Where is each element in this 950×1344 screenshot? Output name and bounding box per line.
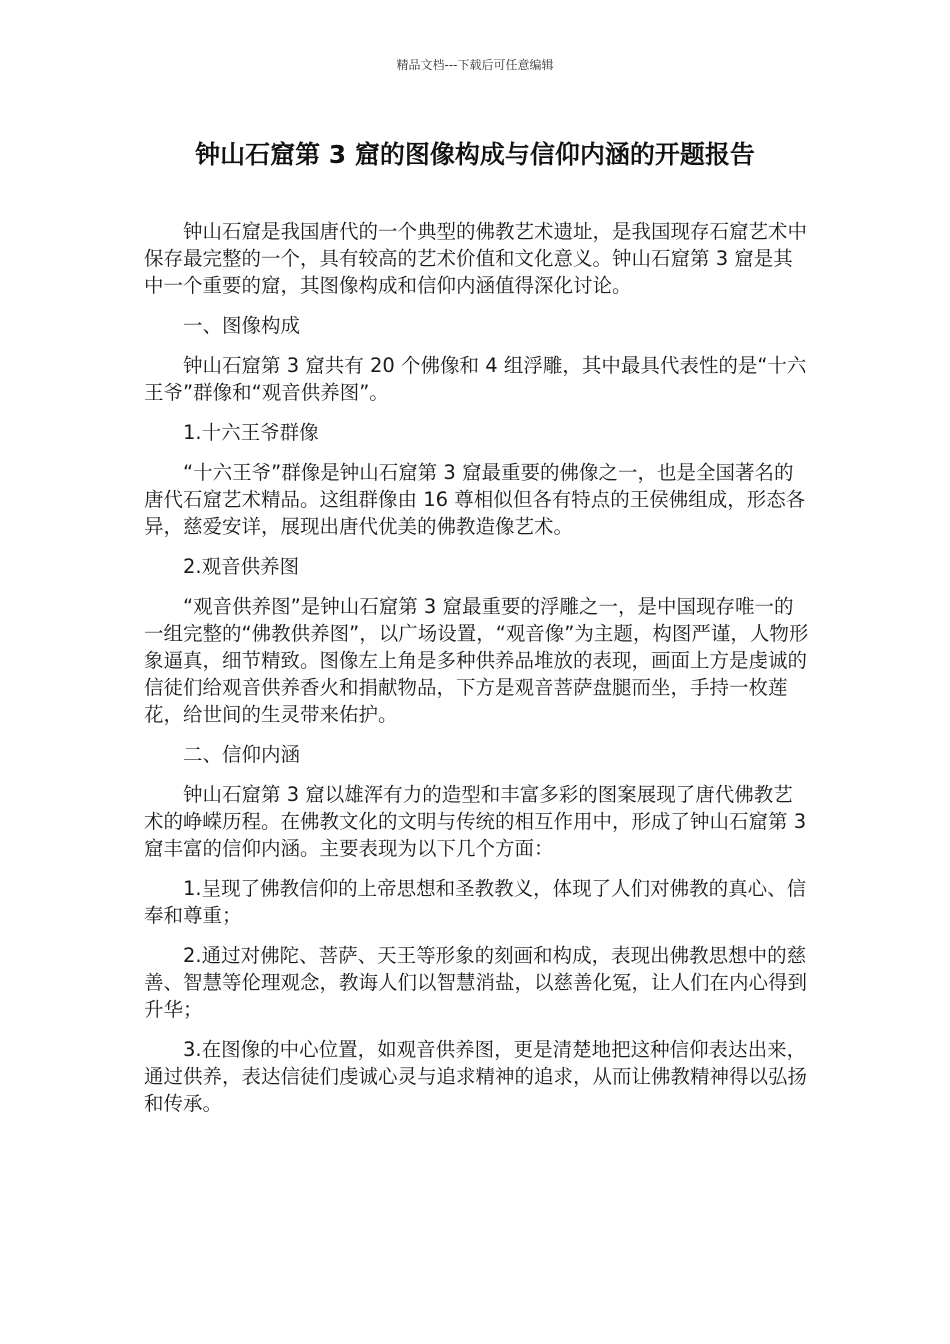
list-item-3: 3.在图像的中心位置，如观音供养图，更是清楚地把这种信仰表达出来，通过供养，表达信徒们虔诚心灵与追求精神的追求，从而让佛教精神得以弘扬和传承。	[144, 1038, 808, 1115]
body-paragraph: “十六王爷”群像是钟山石窟第 3 窟最重要的佛像之一，也是全国著名的唐代石窟艺术精品。这组群像由 16 尊相似但各有特点的王侯佛组成，形态各异，慈爱安详，展现出唐代优美的佛教造像艺术。	[144, 461, 806, 538]
body-paragraph: “观音供养图”是钟山石窟第 3 窟最重要的浮雕之一，是中国现存唯一的一组完整的“佛教供养图”，以广场设置，“观音像”为主题，构图严谨，人物形象逼真，细节精致。图像左上角是多种供养品堆放的表现，画面上方是虔诚的信徒们给观音供养香火和捐献物品，下方是观音菩萨盘腿而坐，手持一枚莲花，给世间的生灵带来佑护。	[144, 595, 809, 726]
document-body	[144, 218, 812, 1130]
section-heading-image-composition: 一、图像构成	[183, 314, 301, 337]
subsection-heading-guanyin-offering: 2.观音供养图	[183, 555, 300, 578]
list-item-1: 1.呈现了佛教信仰的上帝思想和圣教教义，体现了人们对佛教的真心、信奉和尊重；	[144, 877, 807, 927]
body-paragraph: 钟山石窟第 3 窟共有 20 个佛像和 4 组浮雕，其中最具代表性的是“十六王爷”群像和“观音供养图”。	[144, 354, 807, 404]
subsection-heading-sixteen-kings: 1.十六王爷群像	[183, 421, 319, 444]
body-paragraph: 钟山石窟第 3 窟以雄浑有力的造型和丰富多彩的图案展现了唐代佛教艺术的峥嵘历程。在佛教文化的文明与传统的相互作用中，形成了钟山石窟第 3 窟丰富的信仰内涵。主要表现为以下几个方面：	[144, 783, 807, 860]
header-note: 精品文档---下载后可任意编辑	[396, 58, 554, 72]
section-heading-belief-connotation: 二、信仰内涵	[183, 743, 301, 766]
list-item-2: 2.通过对佛陀、菩萨、天王等形象的刻画和构成，表现出佛教思想中的慈善、智慧等伦理观念，教诲人们以智慧消盐，以慈善化冤，让人们在内心得到升华；	[144, 944, 808, 1021]
document-title: 钟山石窟第 3 窟的图像构成与信仰内涵的开题报告	[195, 140, 755, 169]
intro-paragraph: 钟山石窟是我国唐代的一个典型的佛教艺术遗址，是我国现存石窟艺术中保存最完整的一个，具有较高的艺术价值和文化意义。钟山石窟第 3 窟是其中一个重要的窟，其图像构成和信仰内涵值得深化讨论。	[144, 220, 808, 297]
